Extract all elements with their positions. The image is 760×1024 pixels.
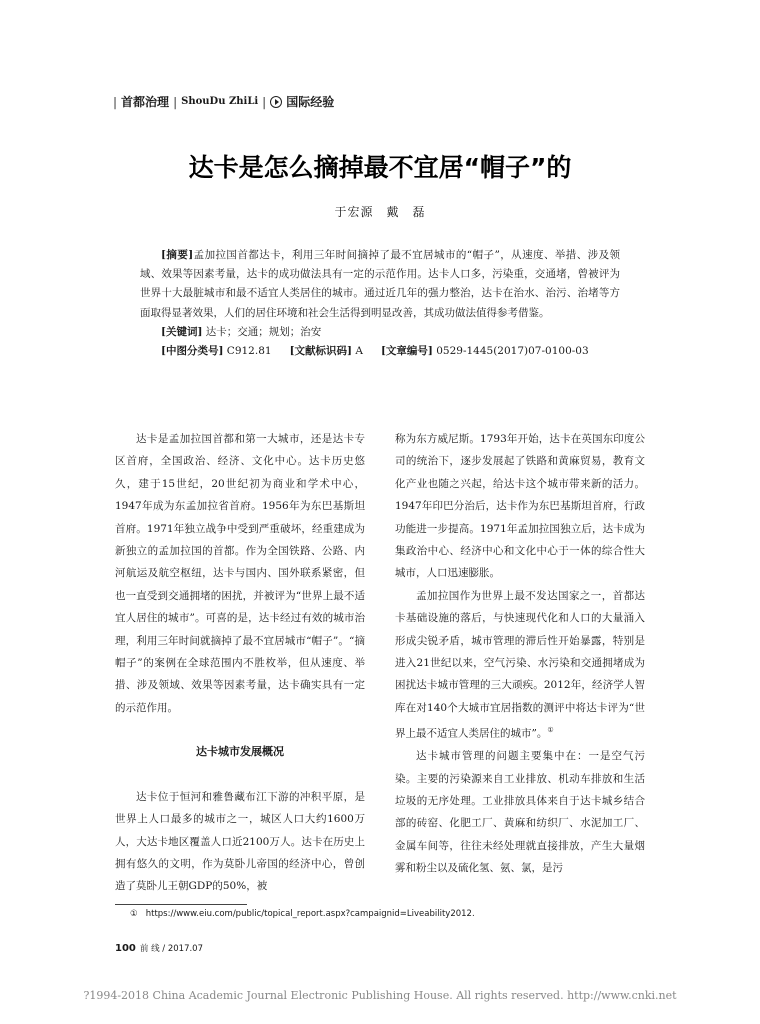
footnote-mark: ①: [130, 909, 138, 919]
section-title-cn: 首都治理: [121, 95, 170, 109]
article-number-value: 0529-1445(2017)07-0100-03: [436, 345, 589, 358]
doc-code-label: [文献标识码]: [289, 345, 352, 358]
abstract-paragraph: [140, 246, 620, 323]
footnote-ref[interactable]: ①: [547, 726, 554, 735]
right-column: [395, 428, 645, 880]
keywords-value: 达卡；交通；规划；治安: [205, 325, 322, 338]
body-paragraph: 达卡位于恒河和雅鲁藏布江下游的冲积平原，是世界上人口最多的城市之一，城区人口大约1600万人，大达卡地区覆盖人口近2100万人。达卡在历史上拥有悠久的文明，作为莫卧儿帝国的经济中心，曾创造了莫卧儿王朝GDP的50%，被: [115, 790, 365, 893]
paragraph-text: 孟加拉国作为世界上最不发达国家之一，首都达卡基础设施的落后，与快速现代化和人口的大量涌入形成尖锐矛盾，城市管理的滞后性开始暴露，特别是进入21世纪以来，空气污染、水污染和交通拥堵成为困扰达卡城市管理的三大顽疾。2012年，经济学人智库在对140个大城市宜居指数的测评中将达卡评为“世界上最不适宜人类居住的城市”。: [395, 589, 645, 740]
journal-issue: 前 线 / 2017.07: [139, 944, 203, 954]
footnote-url[interactable]: https://www.eiu.com/public/topical_report.aspx?campaignid=Liveability2012.: [145, 909, 475, 919]
copyright-watermark: ?1994-2018 China Academic Journal Electronic Publishing House. All rights reserved. http://www.cnki.net: [83, 989, 677, 1002]
play-icon: [270, 96, 282, 108]
keywords-label: [关键词]: [161, 325, 203, 338]
clc-value: C912.81: [226, 345, 272, 358]
page-footer: [115, 942, 203, 954]
body-paragraph: [395, 585, 645, 745]
body-paragraph: 达卡是孟加拉国首都和第一大城市，还是达卡专区首府，全国政治、经济、文化中心。达卡历史悠久，建于15世纪，20世纪初为商业和学术中心，1947年成为东孟加拉省首府。1956年为东巴基斯坦首府。1971年独立战争中受到严重破坏，经重建成为新独立的孟加拉国的首都。作为全国铁路、公路、内河航运及航空枢纽，达卡与国内、国外联系紧密，但也一直受到交通拥堵的困扰，并被评为“世界上最不适宜人居住的城市”。可喜的是，达卡经过有效的城市治理，利用三年时间就摘掉了最不宜居城市“帽子”。“摘帽子”的案例在全球范围内不胜枚举，但从速度、举措、涉及领域、效果等因素考量，达卡确实具有一定的示范作用。: [115, 433, 365, 714]
section-header: [113, 93, 334, 110]
column-title: 国际经验: [286, 95, 335, 109]
clc-label: [中图分类号]: [161, 345, 224, 358]
page-number: 100: [115, 943, 136, 954]
left-column: [115, 428, 365, 898]
body-paragraph: 称为东方威尼斯。1793年开始，达卡在英国东印度公司的统治下，逐步发展起了铁路和黄麻贸易，教育文化产业也随之兴起，给达卡这个城市带来新的活力。1947年印巴分治后，达卡作为东巴基斯坦首府，行政功能进一步提高。1971年孟加拉国独立后，达卡成为集政治中心、经济中心和文化中心于一体的综合性大城市，人口迅速膨胀。: [395, 433, 645, 580]
footnote-divider: [115, 904, 247, 905]
abstract-block: [140, 246, 620, 361]
divider: |: [113, 94, 118, 109]
body-paragraph: 达卡城市管理的问题主要集中在：一是空气污染。主要的污染源来自工业排放、机动车排放和生活垃圾的无序处理。工业排放具体来自于达卡城乡结合部的砖窑、化肥工厂、黄麻和纺织厂、水泥加工厂、金属车间等，往往未经处理就直接排放，产生大量烟雾和粉尘以及硫化氢、氨、氯，是污: [395, 750, 645, 875]
section-title-en: ShouDu ZhiLi: [181, 96, 259, 107]
article-authors: 于宏源 戴 磊: [334, 205, 426, 219]
article-title: 达卡是怎么摘掉最不宜居“帽子”的: [188, 153, 572, 182]
article-number-label: [文章编号]: [380, 345, 433, 358]
abstract-label: [摘要]: [161, 249, 194, 261]
keywords-row: [140, 323, 620, 342]
doc-code-value: A: [355, 345, 363, 358]
classification-row: [140, 342, 620, 361]
section-subheading: 达卡城市发展概况: [196, 745, 284, 759]
divider: |: [262, 94, 267, 109]
abstract-text: 孟加拉国首都达卡，利用三年时间摘掉了最不宜居城市的“帽子”，从速度、举措、涉及领域、效果等因素考量，达卡的成功做法具有一定的示范作用。达卡人口多，污染重，交通堵，曾被评为世界十大最脏城市和最不适宜人类居住的城市。通过近几年的强力整治，达卡在治水、治污、治堵等方面取得显著效果，人们的居住环境和社会生活得到明显改善，其成功做法值得参考借鉴。: [140, 249, 621, 319]
footnote: [130, 909, 475, 919]
divider: |: [173, 94, 178, 109]
